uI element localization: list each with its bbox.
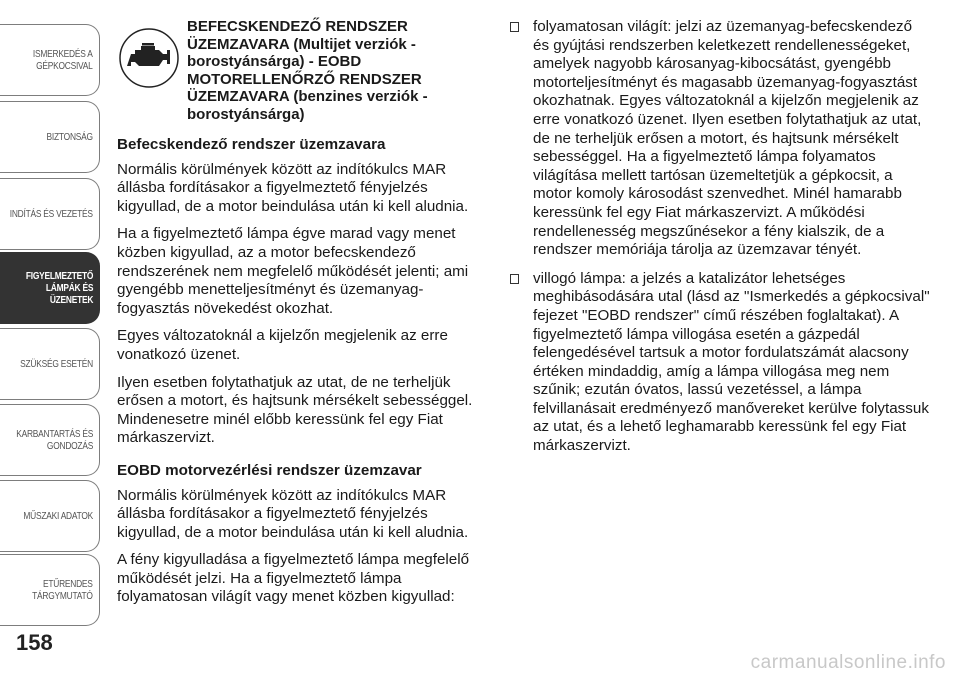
tab-label: FIGYELMEZTETŐ LÁMPÁK ÉS ÜZENETEK — [25, 270, 93, 306]
list-item-text: folyamatosan világít: jelzi az üzemanyag-befecskendező és gyújtási rendszerben keletkezett rendellenességeket, amelyek nagyobb károsanyag-kibocsátást, gyengébb motorteljesítményt és magasabb üzemanyag-fogyasztást okozhatnak. Egyes változatoknál a kijelzőn megjelenik az erre vonatkozó üzenet. Ilyen esetben folytathatjuk az utat, de ne terheljük erősen a motort, és hajtsunk mérsékelt sebességgel. Ha a figyelmeztető lámpa folyamatos világítása mellett tartósan üzemeltetjük a gépkocsit, a motor komoly károsodást szenvedhet. Minél hamarabb keressünk fel egy Fiat márkaszervizt. A működési rendellenesség megszűnésekor a fény kialszik, de a rendszer memóriája tárolja az üzemzavar tényét. — [533, 18, 922, 259]
title-line: borostyánsárga) — [187, 105, 305, 123]
tab-muszaki[interactable] — [0, 480, 100, 552]
paragraph: Normális körülmények között az indítókulcs MAR állásba fordításakor a figyelmeztető fényjelzés kigyullad, de a motor beindulása után ki kell aludnia. — [117, 486, 469, 541]
tab-label: BIZTONSÁG — [46, 131, 93, 143]
tab-label: ETŰRENDES TÁRGYMUTATÓ — [32, 578, 93, 602]
list-item — [508, 18, 932, 260]
list-item-text: villogó lámpa: a jelzés a katalizátor lehetséges meghibásodására utal (lásd az "Ismerkedés a gépkocsival" fejezet "EOBD rendszer" című részében foglaltakat). A figyelmeztető lámpa villogása esetén a gázpedál felengedésével tartsuk a motor fordulatszámát alacsony értéken mindaddig, amíg a lámpa villogása meg nem szűnik; ezután óvatos, lassú vezetéssel, a lámpa felvillanásait eredményező manővereket kerülve folytassuk az utat, és a lehető leghamarabb keressünk fel egy Fiat márkaszervizt. — [533, 269, 930, 455]
checkbox-bullet-icon — [510, 22, 519, 32]
section-heading: Befecskendező rendszer üzemzavara — [117, 136, 386, 153]
title-line — [187, 36, 487, 54]
tab-label: MŰSZAKI ADATOK — [23, 510, 93, 522]
tab-biztonsag[interactable] — [0, 101, 100, 173]
tab-label: SZÜKSÉG ESETÉN — [20, 358, 93, 370]
tab-label: ISMERKEDÉS A GÉPKOCSIVAL — [33, 48, 93, 72]
watermark: carmanualsonline.info — [750, 652, 946, 673]
title-sub: (Multijet verziók - — [289, 35, 416, 53]
title-sub: borostyánsárga) — [187, 53, 305, 70]
paragraph: Ha a figyelmeztető lámpa égve marad vagy menet közben kigyullad, az a motor befecskendező rendszerének nem megfelelő működését jelenti; ami gyengébb menetteljesítményt és üzemanyag-fogyasztás növekedést okozhat. — [117, 225, 469, 317]
tab-label: KARBANTARTÁS ÉS GONDOZÁS — [16, 428, 93, 452]
right-column — [508, 18, 932, 466]
warning-title — [187, 18, 487, 123]
title-line: MOTORELLENŐRZŐ RENDSZER — [187, 70, 422, 88]
tab-figyelmezteto[interactable] — [0, 252, 100, 324]
title-line: BEFECSKENDEZŐ RENDSZER — [187, 18, 408, 35]
engine-warning-icon — [117, 26, 181, 90]
title-sub: (benzines verziók - — [289, 88, 428, 105]
paragraph: Egyes változatoknál a kijelzőn megjelenik az erre vonatkozó üzenet. — [117, 327, 448, 363]
section-heading: EOBD motorvezérlési rendszer üzemzavar — [117, 461, 422, 479]
paragraph: Normális körülmények között az indítókulcs MAR állásba fordításakor a figyelmeztető fényjelzés kigyullad, de a motor beindulása után ki kell aludnia. — [117, 160, 469, 215]
tab-inditas[interactable] — [0, 178, 100, 250]
title-line — [187, 88, 487, 106]
title-part: - EOBD — [304, 53, 362, 70]
bullet-list — [508, 18, 932, 456]
tab-ismerkedes[interactable] — [0, 24, 100, 96]
title-part: ÜZEMZAVARA — [187, 88, 290, 105]
tab-targymutato[interactable] — [0, 554, 100, 626]
left-column — [117, 18, 495, 616]
page-number: 158 — [16, 630, 53, 655]
paragraph: A fény kigyulladása a figyelmeztető lámpa megfelelő működését jelzi. Ha a figyelmeztető lámpa folyamatosan világít vagy menet közben kigyullad: — [117, 551, 470, 606]
tab-szukseg[interactable] — [0, 328, 100, 400]
warning-header — [117, 18, 495, 130]
paragraph: Ilyen esetben folytathatjuk az utat, de ne terheljük erősen a motort, és hajtsunk mérsékelt sebességgel. Mindenesetre minél előbb keressünk fel egy Fiat márkaszervizt. — [117, 373, 473, 447]
list-item — [508, 270, 932, 456]
tab-karbantartas[interactable] — [0, 404, 100, 476]
chapter-sidebar — [0, 0, 102, 678]
title-part: ÜZEMZAVARA — [187, 35, 290, 53]
tab-label: INDÍTÁS ÉS VEZETÉS — [10, 208, 93, 220]
title-line — [187, 53, 487, 71]
checkbox-bullet-icon — [510, 274, 519, 284]
